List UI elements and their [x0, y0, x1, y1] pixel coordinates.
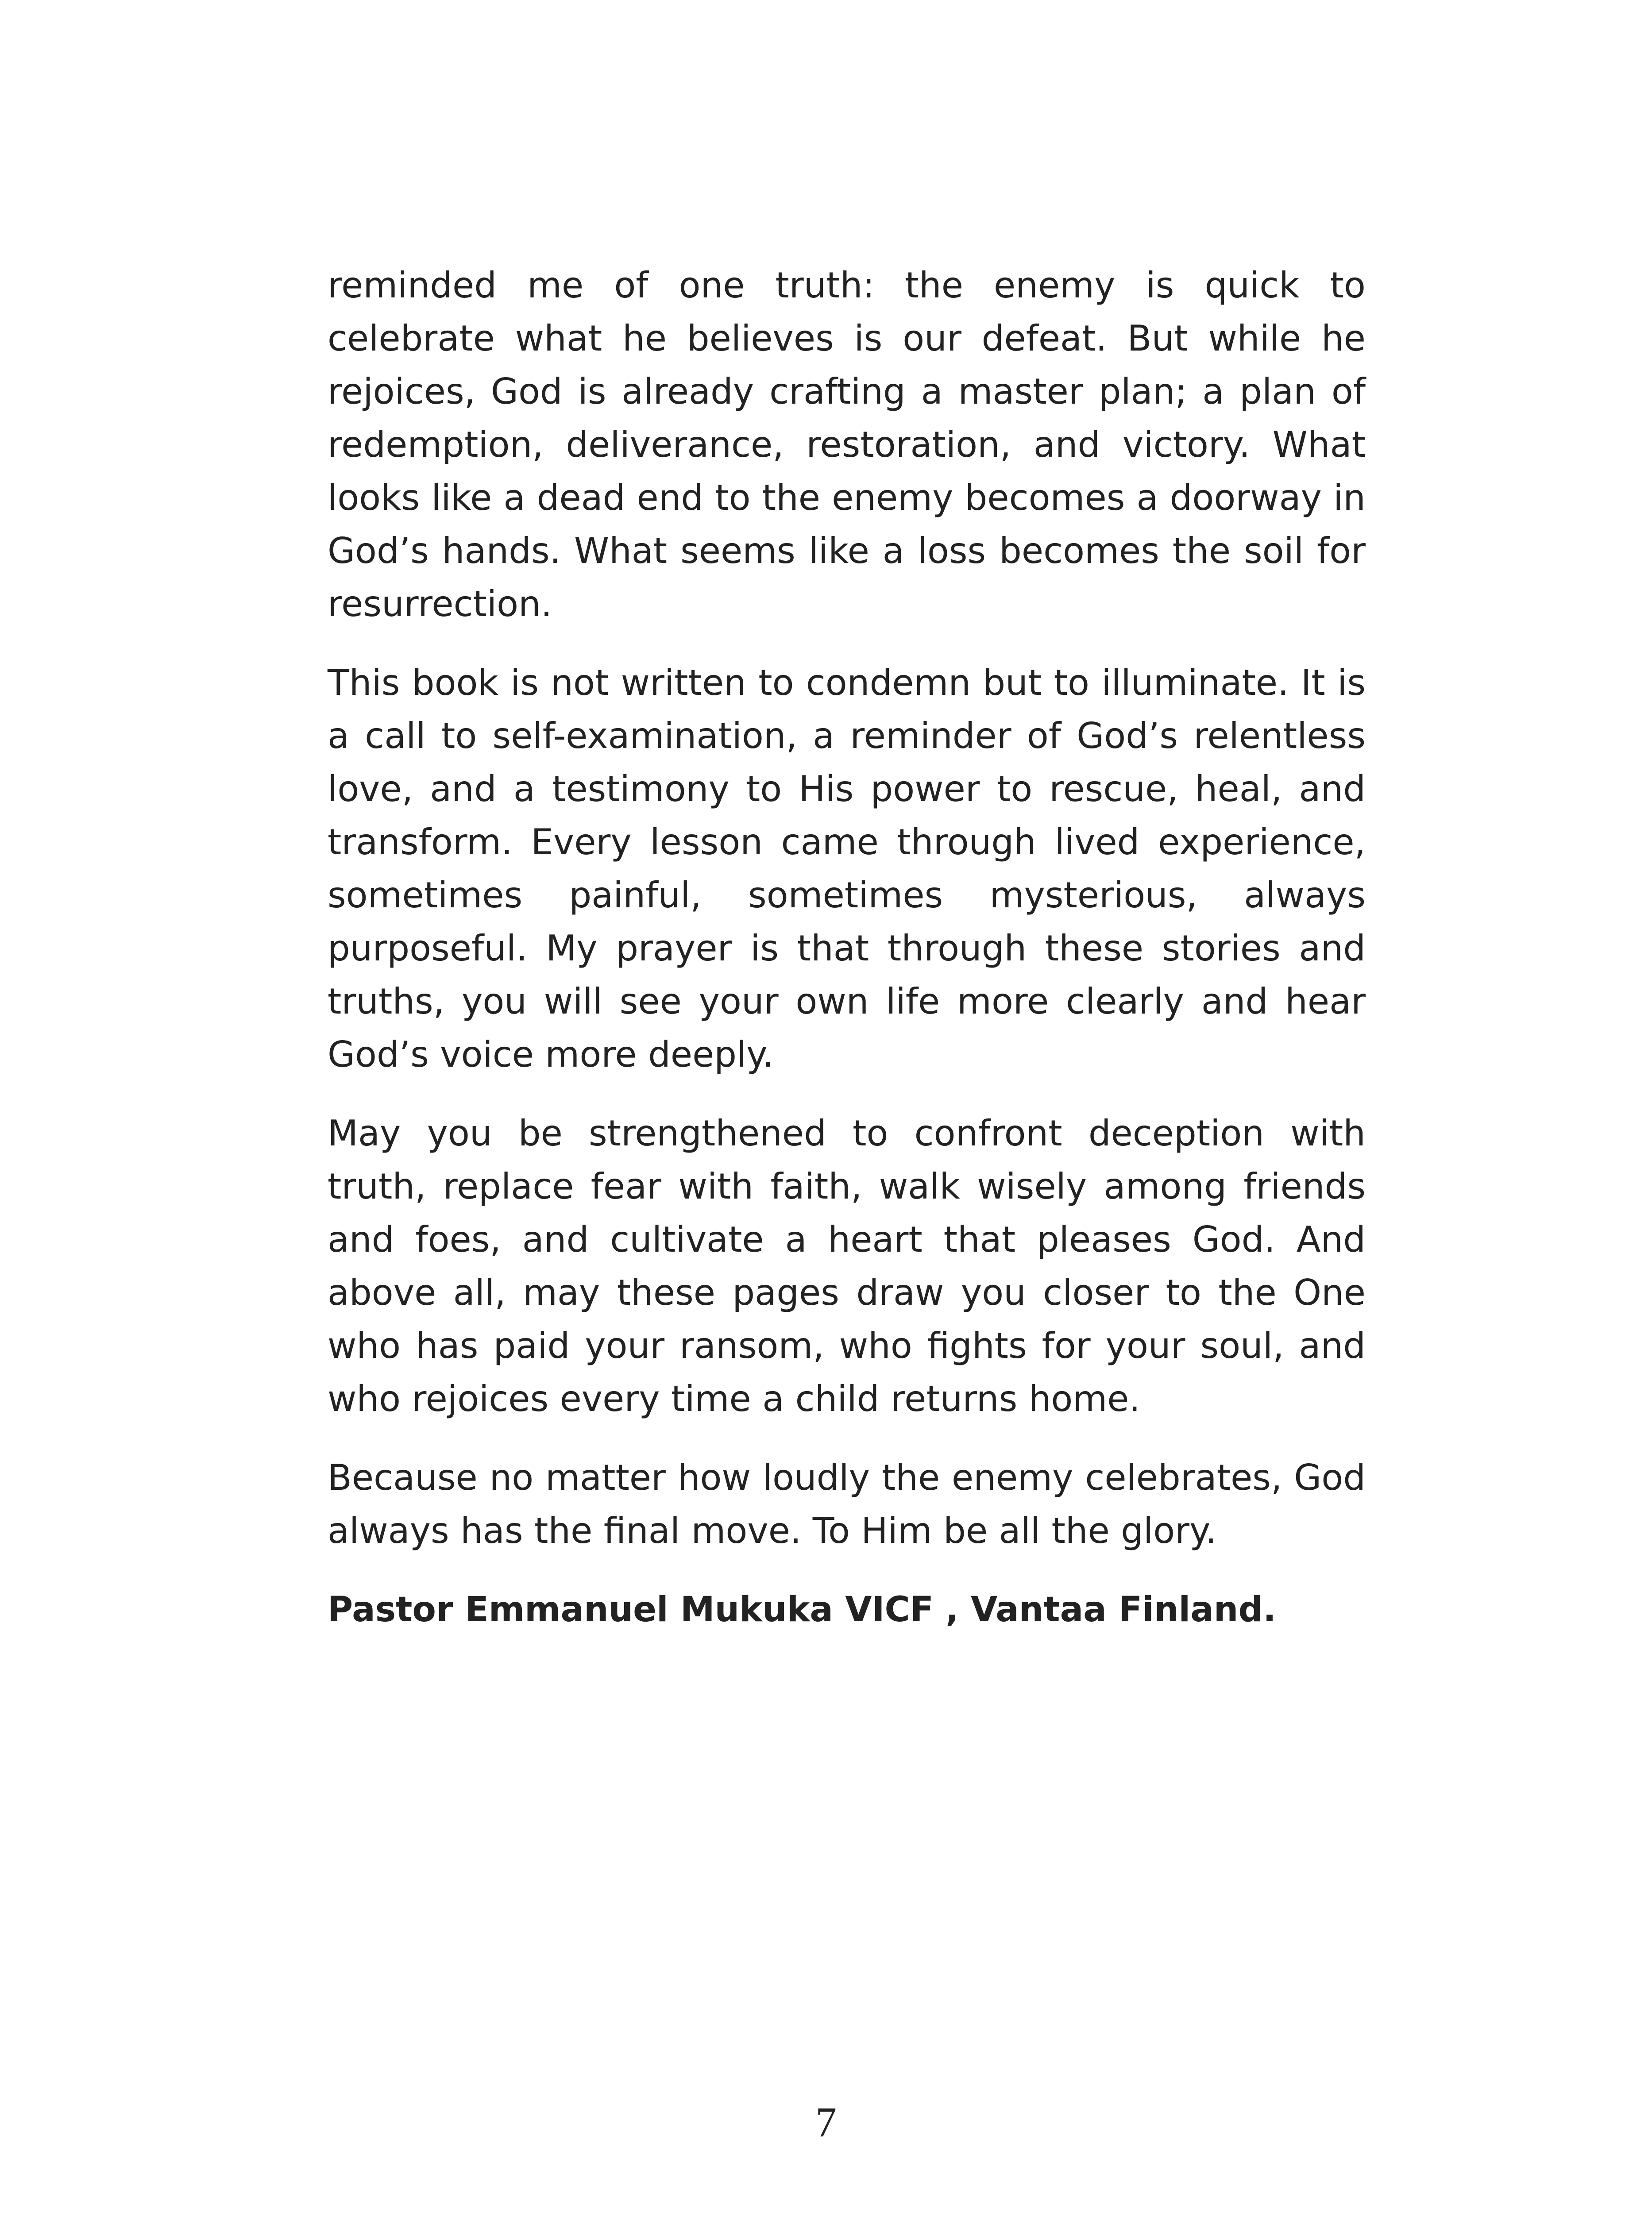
- page-number: 7: [815, 2098, 837, 2146]
- page-body: [328, 259, 1366, 1636]
- paragraph-1: reminded me of one truth: the enemy is quick to celebrate what he believes is our defeat. But while he rejoices, God is already crafting a master plan; a plan of redemption, deliverance, restoration, and victory. What looks like a dead end to the enemy becomes a doorway in God’s hands. What seems like a loss becomes the soil for resurrection.: [328, 265, 1366, 625]
- paragraph-3: May you be strengthened to confront deception with truth, replace fear with faith, walk wisely among friends and foes, and cultivate a heart that pleases God. And above all, may these pages draw you closer to the One who has paid your ransom, who fights for your soul, and who rejoices every time a child returns home.: [328, 1113, 1366, 1419]
- paragraph-2: This book is not written to condemn but to illuminate. It is a call to self-examination, a reminder of God’s relentless love, and a testimony to His power to rescue, heal, and transform. Every lesson came through lived experience, sometimes painful, sometimes mysterious, always purposeful. My prayer is that through these stories and truths, you will see your own life more clearly and hear God’s voice more deeply.: [328, 662, 1366, 1075]
- paragraph-4: Because no matter how loudly the enemy celebrates, God always has the final move. To Him be all the glory.: [328, 1457, 1366, 1551]
- author-signature: Pastor Emmanuel Mukuka VICF , Vantaa Finland.: [328, 1590, 1276, 1630]
